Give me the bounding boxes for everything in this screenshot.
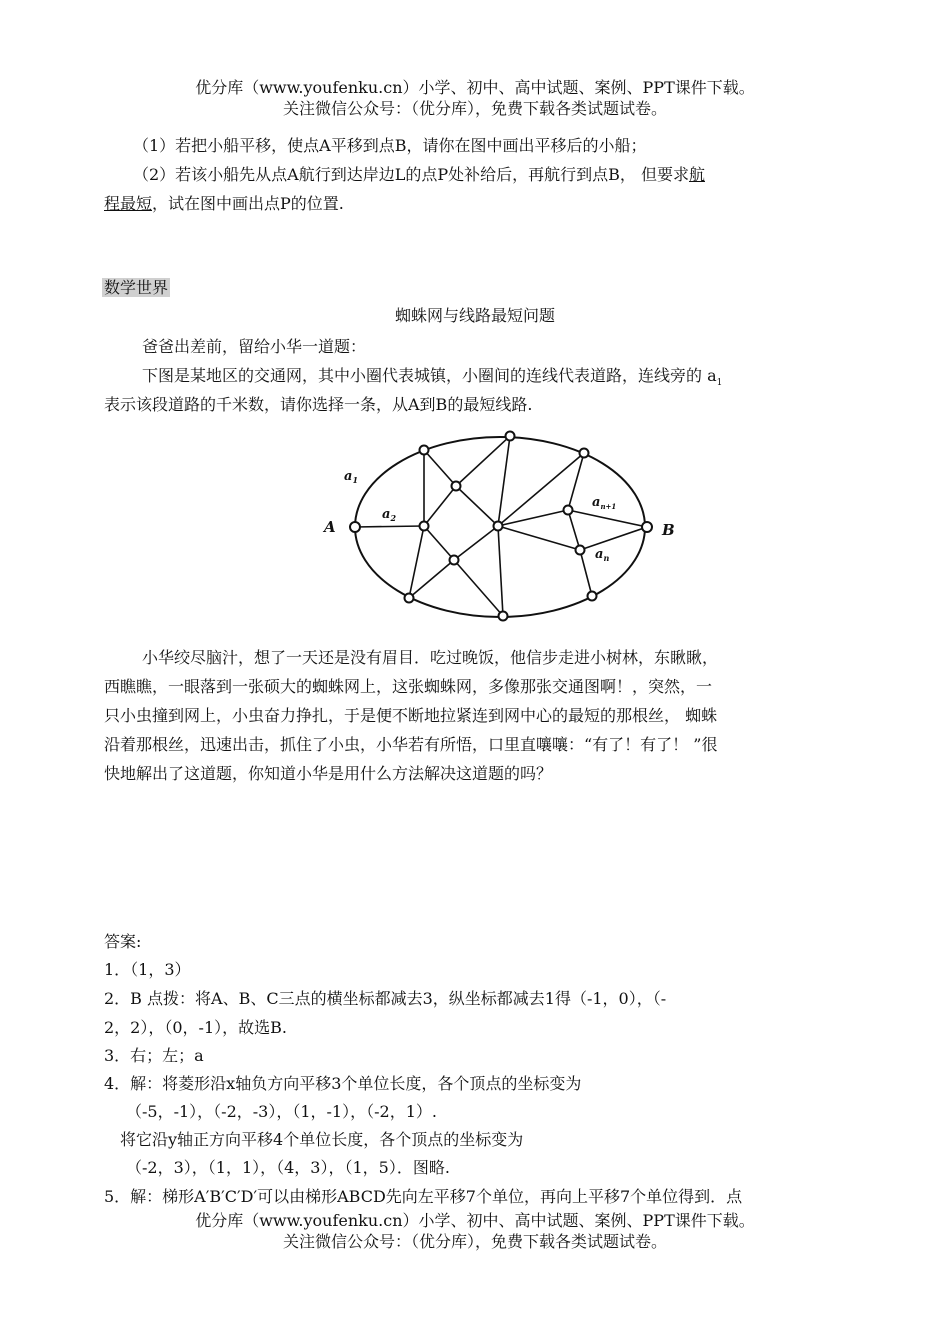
town — [580, 449, 589, 458]
story-line-1: 小华绞尽脑汁，想了一天还是没有眉目．吃过晚饭，他信步走进小树林，东瞅瞅， — [142, 648, 719, 667]
section-tag — [102, 278, 170, 298]
edge — [498, 526, 503, 616]
edge — [456, 436, 510, 486]
question-2-underline-2: 程最短 — [104, 194, 153, 213]
label-a: A — [324, 518, 336, 536]
town — [576, 546, 585, 555]
story-line-5: 快地解出了这道题，你知道小华是用什么方法解决这道题的吗？ — [104, 764, 553, 783]
edge — [568, 453, 584, 510]
story-line-4: 沿着那根丝，迅速出击，抓住了小虫，小华若有所悟，口里直嚷嚷：“有了！有了！ ”很 — [104, 735, 718, 754]
town — [499, 612, 508, 621]
answers-heading: 答案: — [104, 932, 142, 951]
edge-a-c1 — [355, 526, 424, 527]
answer-3: 3．右；左；a — [104, 1046, 204, 1065]
town — [588, 592, 597, 601]
answer-4-line-4: （-2，3），（1，1），（4，3），（1，5）．图略. — [126, 1158, 450, 1177]
header-line-2: 关注微信公众号：（优分库），免费下载各类试题试卷。 — [282, 99, 667, 118]
question-2-tail: ，试在图中画出点P的位置. — [152, 194, 344, 213]
edge — [454, 560, 503, 616]
edge — [580, 550, 592, 596]
section-paragraph-2-sub: 1 — [716, 378, 723, 389]
answer-2-line-2: 2，2），（0，-1），故选B. — [104, 1018, 287, 1037]
traffic-network-diagram — [318, 428, 688, 628]
section-paragraph-1: 爸爸出差前，留给小华一道题： — [142, 337, 367, 356]
answer-4-line-2: （-5，-1），（-2，-3），（1，-1），（-2，1）. — [126, 1102, 437, 1121]
label-a1 — [344, 469, 358, 485]
town — [450, 556, 459, 565]
question-1: （1）若把小船平移，使点A平移到点B，请你在图中画出平移后的小船； — [133, 136, 647, 155]
edge — [424, 486, 456, 526]
label-an1 — [592, 495, 616, 511]
story-line-2: 西瞧瞧，一眼落到一张硕大的蜘蛛网上，这张蜘蛛网，多像那张交通图啊！，突然，一 — [104, 677, 713, 696]
header-line-1: 优分库（www.youfenku.cn）小学、初中、高中试题、案例、PPT课件下载。 — [195, 78, 755, 97]
label-a2-sub: 2 — [390, 513, 397, 523]
label-an-base: a — [595, 547, 604, 562]
edge — [456, 486, 498, 526]
edge-to-b — [580, 527, 647, 550]
question-2-line-2 — [104, 194, 344, 214]
question-2-underline-1: 航 — [688, 165, 705, 184]
edge — [424, 526, 454, 560]
edge — [454, 526, 498, 560]
edge — [424, 450, 456, 486]
label-a1-base: a — [344, 469, 353, 484]
label-a2 — [382, 507, 396, 523]
label-b: B — [662, 521, 675, 539]
question-2-text: （2）若该小船先从点A航行到达岸边L的点P处补给后，再航行到点B， 但要求 — [133, 165, 689, 184]
section-paragraph-2-line-2: 表示该段道路的千米数，请你选择一条，从A到B的最短线路. — [104, 395, 533, 414]
town — [452, 482, 461, 491]
label-an1-base: a — [592, 495, 601, 510]
answer-2-line-1: 2．B 点拨：将A、B、C三点的横坐标都减去3，纵坐标都减去1得（-1，0），（- — [104, 989, 667, 1008]
edge — [498, 453, 584, 526]
section-title: 蜘蛛网与线路最短问题 — [394, 306, 555, 325]
story-line-3: 只小虫撞到网上，小虫奋力挣扎，于是便不断地拉紧连到网中心的最短的那根丝， 蜘蛛 — [104, 706, 718, 725]
town — [420, 446, 429, 455]
footer-line-2: 关注微信公众号：（优分库），免费下载各类试题试卷。 — [282, 1232, 667, 1251]
label-an — [595, 547, 609, 563]
answer-5-line-1: 5．解：梯形A′B′C′D′可以由梯形ABCD先向左平移7个单位，再向上平移7个单位得到．点 — [104, 1187, 743, 1206]
edge — [498, 436, 510, 526]
footer-line-1: 优分库（www.youfenku.cn）小学、初中、高中试题、案例、PPT课件下载。 — [195, 1211, 755, 1230]
town-a — [350, 522, 360, 532]
town — [506, 432, 515, 441]
label-an1-sub: n+1 — [600, 502, 617, 511]
town — [405, 594, 414, 603]
edge — [568, 510, 580, 550]
question-2-line-1 — [133, 165, 705, 185]
label-a1-sub: 1 — [352, 475, 359, 485]
answer-4-line-3: 将它沿y轴正方向平移4个单位长度，各个顶点的坐标变为 — [120, 1130, 524, 1149]
label-an-sub: n — [603, 553, 610, 563]
section-paragraph-2-line-1 — [142, 366, 722, 393]
town — [564, 506, 573, 515]
section-paragraph-2-text: 下图是某地区的交通网，其中小圈代表城镇，小圈间的连线代表道路，连线旁的 a — [142, 366, 717, 385]
edge-to-b — [568, 510, 647, 527]
edge — [498, 526, 580, 550]
town — [420, 522, 429, 531]
town — [494, 522, 503, 531]
label-a2-base: a — [382, 507, 391, 522]
answer-4-line-1: 4．解：将菱形沿x轴负方向平移3个单位长度，各个顶点的坐标变为 — [104, 1074, 582, 1093]
answer-1: 1．（1，3） — [104, 960, 191, 979]
town-b — [642, 522, 652, 532]
section-tag-text: 数学世界 — [104, 278, 169, 297]
